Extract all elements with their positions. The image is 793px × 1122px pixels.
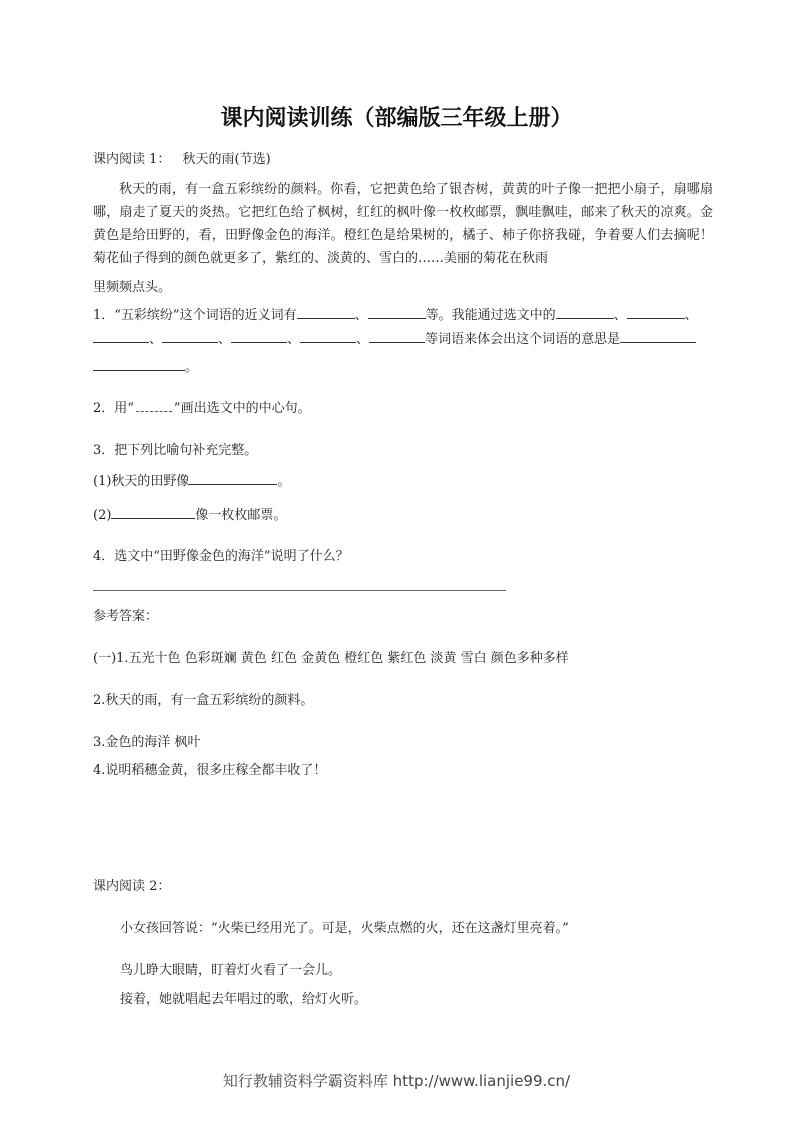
answer-blank[interactable] (620, 328, 696, 343)
separator: 、 (218, 332, 232, 347)
answers-label: 参考答案： (93, 609, 159, 624)
passage-text-end: 里频频点头。 (93, 280, 172, 295)
separator: 、 (613, 308, 627, 323)
answer-blank[interactable] (627, 304, 685, 319)
q3-1-text: (1)秋天的田野像 (93, 474, 190, 489)
answer-3: 3.金色的海洋 枫叶 (93, 735, 201, 750)
answer-1: (一)1.五光十色 色彩斑斓 黄色 红色 金黄色 橙红色 紫红色 淡黄 雪白 颜色多种多样 (93, 651, 569, 666)
reading2-line-2: 鸟儿睁大眼睛，盯着灯火看了一会儿。 (120, 963, 342, 978)
q1-text-c: 等词语来体会出这个词语的意思是 (425, 332, 621, 347)
reading2-line-3: 接着，她就唱起去年唱过的歌，给灯火听。 (120, 992, 368, 1007)
question-2 (93, 398, 311, 420)
separator: 、 (149, 332, 163, 347)
reading2-line-1: 小女孩回答说：“火柴已经用光了。可是，火柴点燃的火，还在这盏灯里亮着。” (120, 921, 569, 936)
question-4: 4．选文中“田野像金色的海洋”说明了什么？ (93, 549, 349, 564)
question-1-line-1 (93, 304, 698, 327)
answer-blank[interactable] (369, 328, 425, 343)
separator: 、 (287, 332, 301, 347)
q3-1-end: 。 (277, 474, 291, 489)
answer-blank[interactable] (297, 304, 355, 319)
separator: 、 (354, 308, 368, 323)
dashed-line-mark (136, 401, 172, 412)
answer-blank[interactable] (300, 328, 356, 343)
answer-blank[interactable] (162, 328, 218, 343)
q3-2-text-b: 像一枚枚邮票。 (195, 508, 287, 523)
q1-text-a: 1．“五彩缤纷”这个词语的近义词有 (93, 308, 297, 323)
question-3-2 (93, 504, 286, 527)
answer-blank[interactable] (368, 304, 426, 319)
answer-blank[interactable] (93, 356, 185, 371)
question-3-1 (93, 470, 290, 493)
answer-blank[interactable] (189, 470, 277, 485)
page-title: 课内阅读训练（部编版三年级上册） (220, 105, 573, 131)
question-1-line-2 (93, 328, 696, 351)
answer-line[interactable] (93, 590, 506, 591)
reading2-label: 课内阅读 2： (93, 879, 171, 894)
q2-text-a: 2．用“ (93, 401, 134, 416)
reading1-header (93, 149, 271, 171)
reading1-label: 课内阅读 1： (93, 152, 171, 167)
footer-watermark: 知行教辅资料学霸资料库 http://www.lianjie99.cn/ (222, 1072, 571, 1090)
reading1-subtitle: 秋天的雨(节选) (182, 152, 271, 167)
answer-blank[interactable] (231, 328, 287, 343)
separator: 、 (356, 332, 370, 347)
answer-blank[interactable] (556, 304, 614, 319)
passage-text: 秋天的雨，有一盒五彩缤纷的颜料。你看，它把黄色给了银杏树，黄黄的叶子像一把把小扇子，扇哪扇哪，扇走了夏天的炎热。它把红色给了枫树，红红的枫叶像一枚枚邮票，飘哇飘哇，邮来了秋天的凉爽。金黄色是给田野的，看，田野像金色的海洋。橙红色是给果树的，橘子、柿子你挤我碰，争着要人们去摘呢！菊花仙子得到的颜色就更多了，紫红的、淡黄的、雪白的……美丽的菊花在秋雨 (93, 182, 713, 266)
q3-2-text-a: (2) (93, 508, 112, 523)
question-1-line-3 (93, 356, 198, 379)
answer-4: 4.说明稻穗金黄，很多庄稼全都丰收了！ (93, 763, 327, 778)
q1-text-b: 等。我能通过选文中的 (425, 308, 556, 323)
reading1-passage (93, 178, 713, 299)
answer-blank[interactable] (111, 504, 195, 519)
question-3: 3．把下列比喻句补充完整。 (93, 443, 258, 458)
separator: 、 (684, 308, 698, 323)
q2-text-b: ”画出选文中的中心句。 (173, 401, 311, 416)
answer-blank[interactable] (93, 328, 149, 343)
q1-end: 。 (185, 360, 199, 375)
answer-2: 2.秋天的雨，有一盒五彩缤纷的颜料。 (93, 693, 314, 708)
